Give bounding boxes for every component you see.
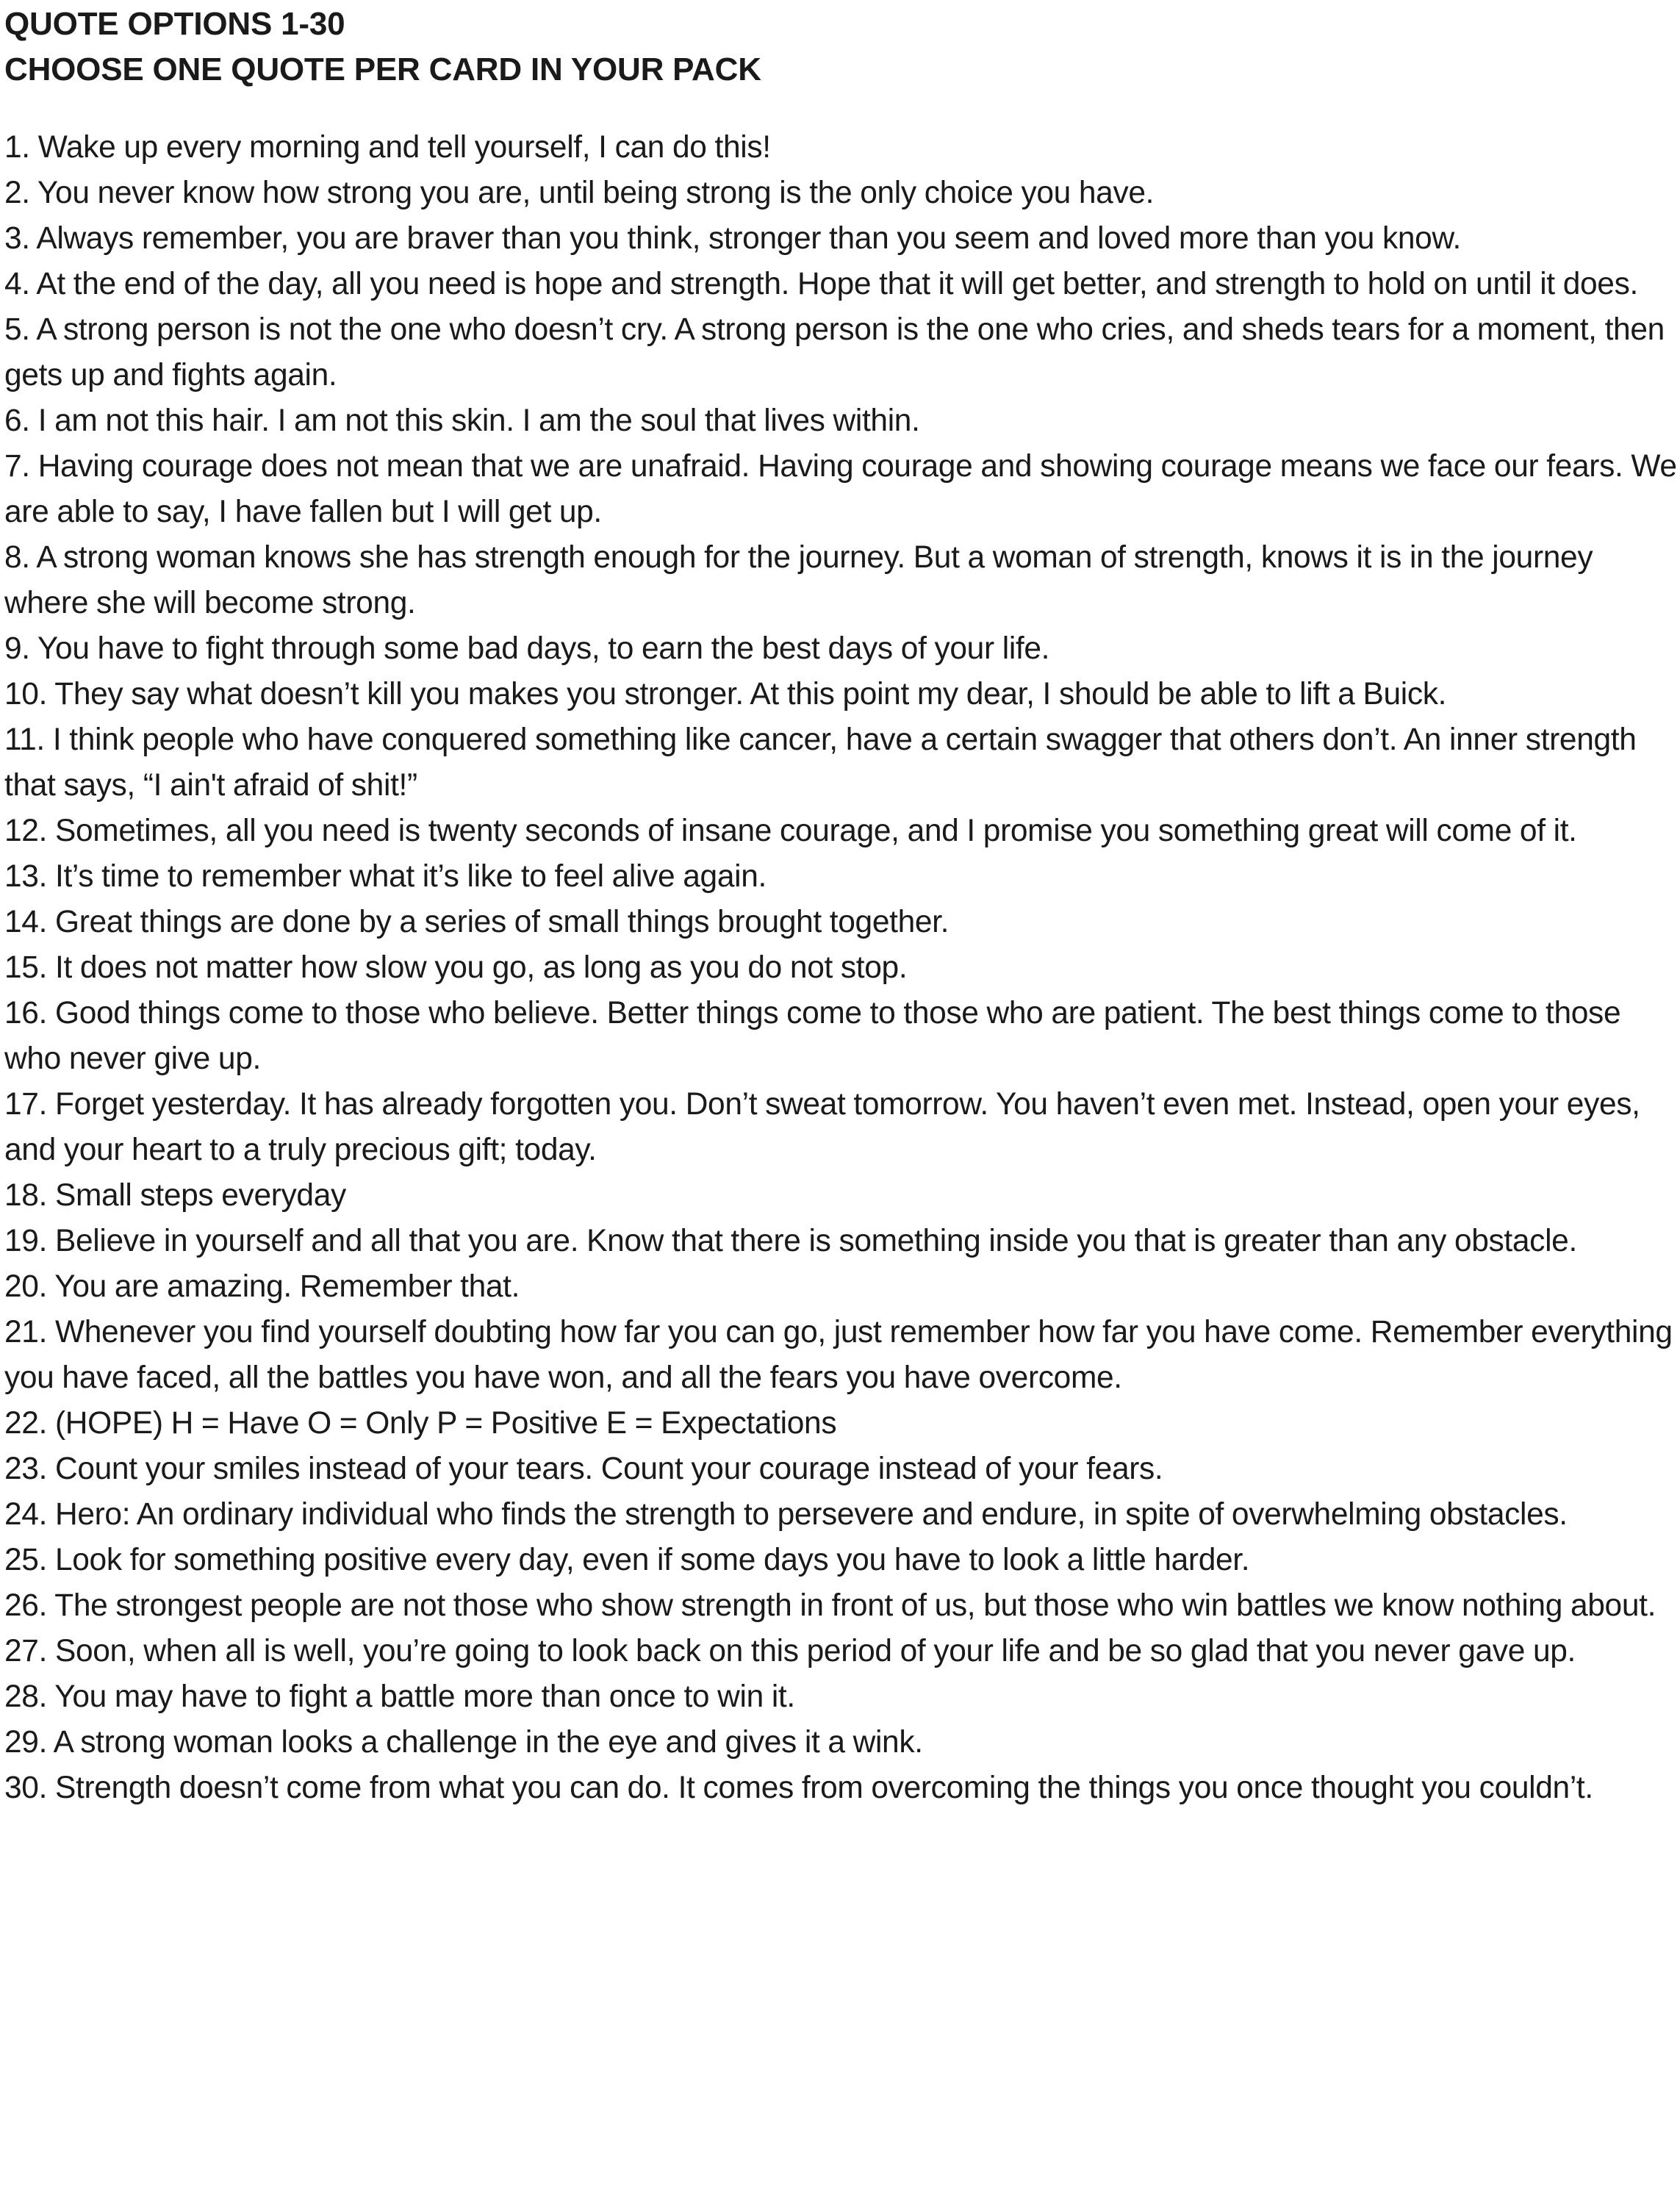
- quote-item-2: 2. You never know how strong you are, until being strong is the only choice you have.: [4, 176, 1155, 210]
- document-instruction: CHOOSE ONE QUOTE PER CARD IN YOUR PACK: [4, 51, 761, 87]
- quote-item-5: 5. A strong person is not the one who doesn’t cry. A strong person is the one who cries, and sheds tears for a moment, then gets up and fights again.: [4, 312, 1665, 392]
- quote-item-19: 19. Believe in yourself and all that you are. Know that there is something inside you that is greater than any obstacle.: [4, 1224, 1577, 1258]
- quote-item-17: 17. Forget yesterday. It has already forgotten you. Don’t sweat tomorrow. You haven’t even met. Instead, open your eyes, and your heart to a truly precious gift; today.: [4, 1087, 1640, 1167]
- quote-item-28: 28. You may have to fight a battle more than once to win it.: [4, 1679, 795, 1714]
- quote-item-24: 24. Hero: An ordinary individual who finds the strength to persevere and endure, in spite of overwhelming obstacles.: [4, 1497, 1568, 1532]
- quote-item-4: 4. At the end of the day, all you need is hope and strength. Hope that it will get better, and strength to hold on until it does.: [4, 267, 1638, 301]
- document-title: QUOTE OPTIONS 1-30: [4, 6, 345, 42]
- quote-item-9: 9. You have to fight through some bad days, to earn the best days of your life.: [4, 631, 1050, 666]
- quote-item-20: 20. You are amazing. Remember that.: [4, 1269, 520, 1304]
- quote-item-8: 8. A strong woman knows she has strength enough for the journey. But a woman of strength, knows it is in the journey where she will become strong.: [4, 540, 1593, 620]
- quote-item-16: 16. Good things come to those who believe. Better things come to those who are patient. The best things come to those who never give up.: [4, 996, 1621, 1076]
- quote-item-11: 11. I think people who have conquered something like cancer, have a certain swagger that others don’t. An inner strength that says, “I ain't afraid of shit!”: [4, 723, 1637, 803]
- quote-item-30: 30. Strength doesn’t come from what you can do. It comes from overcoming the things you once thought you couldn’t.: [4, 1771, 1593, 1805]
- quote-item-14: 14. Great things are done by a series of small things brought together.: [4, 905, 950, 939]
- quote-item-10: 10. They say what doesn’t kill you makes you stronger. At this point my dear, I should be able to lift a Buick.: [4, 677, 1447, 711]
- quote-item-26: 26. The strongest people are not those who show strength in front of us, but those who win battles we know nothing about.: [4, 1588, 1656, 1623]
- quote-item-13: 13. It’s time to remember what it’s like to feel alive again.: [4, 859, 767, 894]
- quote-item-6: 6. I am not this hair. I am not this skin. I am the soul that lives within.: [4, 404, 920, 438]
- quote-item-12: 12. Sometimes, all you need is twenty seconds of insane courage, and I promise you something great will come of it.: [4, 814, 1577, 848]
- quote-item-21: 21. Whenever you find yourself doubting how far you can go, just remember how far you have come. Remember everything you have faced, all the battles you have won, and all the fears you have overcome.: [4, 1315, 1673, 1395]
- quote-item-27: 27. Soon, when all is well, you’re going to look back on this period of your life and be so glad that you never gave up.: [4, 1634, 1576, 1668]
- quote-item-1: 1. Wake up every morning and tell yourself, I can do this!: [4, 130, 771, 165]
- quote-item-22: 22. (HOPE) H = Have O = Only P = Positive E = Expectations: [4, 1406, 837, 1441]
- quote-item-25: 25. Look for something positive every day, even if some days you have to look a little harder.: [4, 1543, 1250, 1577]
- quote-item-18: 18. Small steps everyday: [4, 1178, 346, 1213]
- quote-item-7: 7. Having courage does not mean that we are unafraid. Having courage and showing courage means we face our fears. We are able to say, I have fallen but I will get up.: [4, 449, 1677, 529]
- quote-item-23: 23. Count your smiles instead of your tears. Count your courage instead of your fears.: [4, 1452, 1163, 1486]
- quote-item-29: 29. A strong woman looks a challenge in the eye and gives it a wink.: [4, 1725, 923, 1760]
- quote-item-3: 3. Always remember, you are braver than you think, stronger than you seem and loved more than you know.: [4, 221, 1461, 256]
- quote-document: [4, 0, 1677, 1811]
- quote-list: [4, 125, 1677, 1811]
- quote-item-15: 15. It does not matter how slow you go, as long as you do not stop.: [4, 950, 908, 985]
